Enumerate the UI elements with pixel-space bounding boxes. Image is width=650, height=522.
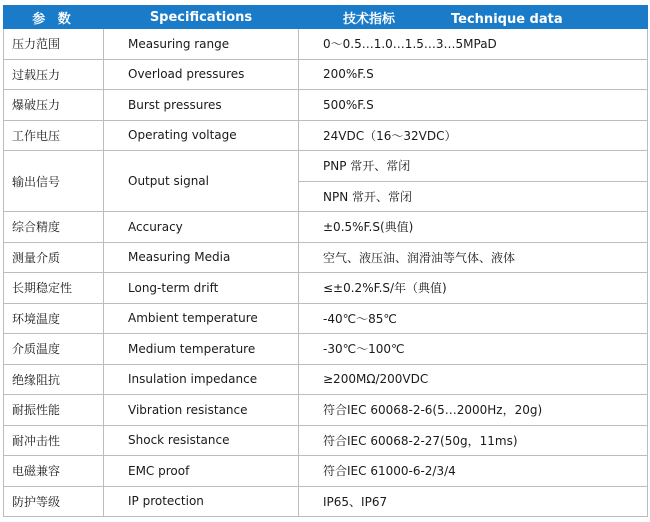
table-row	[4, 456, 648, 487]
table-header	[4, 6, 648, 29]
row-cn: 工作电压	[4, 120, 104, 151]
row-value: 200%F.S	[299, 59, 648, 90]
table-row	[4, 242, 648, 273]
row-cn: 电磁兼容	[4, 456, 104, 487]
row-cn: 环境温度	[4, 303, 104, 334]
row-en: Insulation impedance	[104, 364, 299, 395]
row-value: -30℃～100℃	[299, 334, 648, 365]
row-cn: 压力范围	[4, 29, 104, 60]
table-row	[4, 303, 648, 334]
row-value: PNP 常开、常闭	[299, 151, 648, 182]
table-row	[4, 486, 648, 517]
row-value: 符合IEC 61000-6-2/3/4	[299, 456, 648, 487]
table-row	[4, 29, 648, 60]
row-en: Burst pressures	[104, 90, 299, 121]
row-en: Vibration resistance	[104, 395, 299, 426]
row-value: ≥200MΩ/200VDC	[299, 364, 648, 395]
table-row	[4, 120, 648, 151]
row-en: Measuring range	[104, 29, 299, 60]
row-en: Long-term drift	[104, 273, 299, 304]
row-en: IP protection	[104, 486, 299, 517]
row-value: ±0.5%F.S(典值)	[299, 212, 648, 243]
row-cn: 输出信号	[4, 151, 104, 212]
row-value: ≤±0.2%F.S/年（典值)	[299, 273, 648, 304]
row-en: Output signal	[104, 151, 299, 212]
row-en: Ambient temperature	[104, 303, 299, 334]
row-cn: 长期稳定性	[4, 273, 104, 304]
row-cn: 耐振性能	[4, 395, 104, 426]
row-value: 24VDC（16～32VDC）	[299, 120, 648, 151]
row-value: 空气、液压油、润滑油等气体、液体	[299, 242, 648, 273]
table-row	[4, 425, 648, 456]
row-cn: 爆破压力	[4, 90, 104, 121]
row-value: 符合IEC 60068-2-6(5…2000Hz，20g)	[299, 395, 648, 426]
table-row	[4, 212, 648, 243]
row-en: EMC proof	[104, 456, 299, 487]
row-value: -40℃～85℃	[299, 303, 648, 334]
row-cn: 绝缘阻抗	[4, 364, 104, 395]
row-en: Measuring Media	[104, 242, 299, 273]
row-cn: 测量介质	[4, 242, 104, 273]
row-value-2: NPN 常开、常闭	[299, 181, 648, 212]
table-row	[4, 59, 648, 90]
header-param: 参 数	[4, 6, 104, 29]
table-row	[4, 395, 648, 426]
row-cn: 耐冲击性	[4, 425, 104, 456]
row-en: Overload pressures	[104, 59, 299, 90]
row-cn: 综合精度	[4, 212, 104, 243]
row-value: 符合IEC 60068-2-27(50g，11ms)	[299, 425, 648, 456]
table-row	[4, 90, 648, 121]
table-row	[4, 334, 648, 365]
row-cn: 防护等级	[4, 486, 104, 517]
table-row	[4, 151, 648, 182]
table-row	[4, 273, 648, 304]
spec-table	[3, 5, 648, 517]
row-value: 500%F.S	[299, 90, 648, 121]
row-cn: 介质温度	[4, 334, 104, 365]
row-en: Shock resistance	[104, 425, 299, 456]
row-value: 0～0.5…1.0…1.5…3…5MPaD	[299, 29, 648, 60]
header-tech-en: Technique data	[451, 11, 563, 27]
table-row	[4, 364, 648, 395]
row-en: Operating voltage	[104, 120, 299, 151]
header-technique	[299, 6, 648, 29]
row-en: Medium temperature	[104, 334, 299, 365]
header-spec: Specifications	[104, 6, 299, 29]
header-tech-cn: 技术指标	[343, 11, 396, 27]
row-value: IP65、IP67	[299, 486, 648, 517]
row-en: Accuracy	[104, 212, 299, 243]
row-cn: 过载压力	[4, 59, 104, 90]
